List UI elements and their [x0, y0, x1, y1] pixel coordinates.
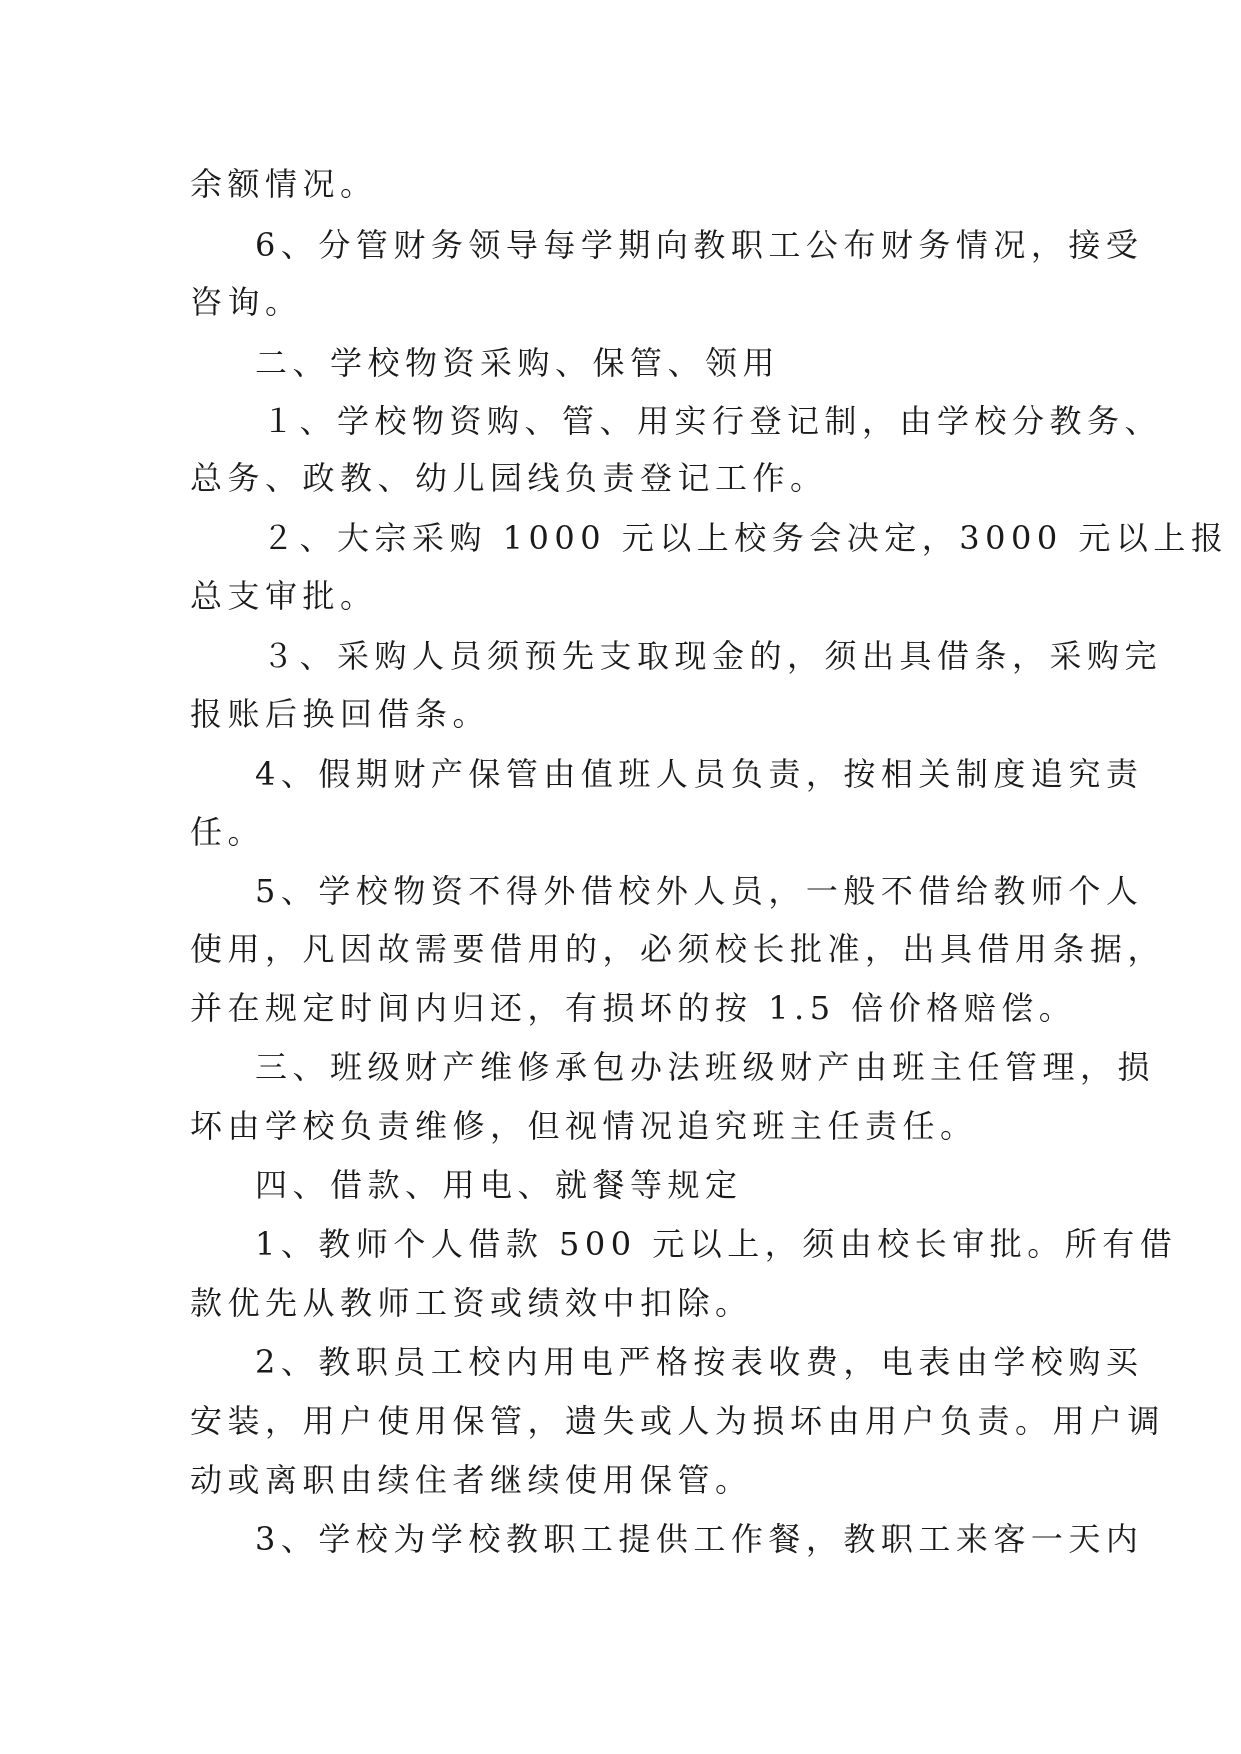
text-line: 5、学校物资不得外借校外人员，一般不借给教师个人 — [255, 872, 1144, 910]
text-line: 报账后换回借条。 — [190, 695, 491, 733]
text-line: ２、大宗采购 1000 元以上校务会决定，3000 元以上报 — [262, 519, 1229, 557]
text-line: 款优先从教师工资或绩效中扣除。 — [190, 1284, 753, 1322]
text-line: 1、教师个人借款 500 元以上，须由校长审批。所有借 — [255, 1225, 1178, 1263]
text-line: 余额情况。 — [190, 165, 378, 203]
section-heading: 三、班级财产维修承包办法班级财产由班主任管理，损 — [255, 1048, 1156, 1086]
text-line: 2、教职员工校内用电严格按表收费，电表由学校购买 — [255, 1343, 1144, 1381]
text-line: 4、假期财产保管由值班人员负责，按相关制度追究责 — [255, 755, 1144, 793]
text-line: 安装，用户使用保管，遗失或人为损坏由用户负责。用户调 — [190, 1402, 1166, 1440]
section-heading: 四、借款、用电、就餐等规定 — [255, 1166, 743, 1204]
text-line: 使用，凡因故需要借用的，必须校长批准，出具借用条据， — [190, 930, 1166, 968]
text-line: 3、学校为学校教职工提供工作餐，教职工来客一天内 — [255, 1520, 1144, 1558]
text-line: 6、分管财务领导每学期向教职工公布财务情况，接受 — [255, 226, 1144, 264]
text-line: １、学校物资购、管、用实行登记制，由学校分教务、 — [262, 402, 1163, 440]
text-line: 咨询。 — [190, 283, 303, 321]
text-line: 总务、政教、幼儿园线负责登记工作。 — [190, 459, 828, 497]
text-line: 坏由学校负责维修，但视情况追究班主任责任。 — [190, 1107, 978, 1145]
text-line: ３、采购人员须预先支取现金的，须出具借条，采购完 — [262, 637, 1163, 675]
text-line: 并在规定时间内归还，有损坏的按 1.5 倍价格赔偿。 — [190, 989, 1077, 1027]
text-line: 任。 — [190, 813, 266, 851]
text-line: 动或离职由续住者继续使用保管。 — [190, 1461, 753, 1499]
section-heading: 二、学校物资采购、保管、领用 — [255, 344, 781, 382]
text-line: 总支审批。 — [190, 577, 378, 615]
